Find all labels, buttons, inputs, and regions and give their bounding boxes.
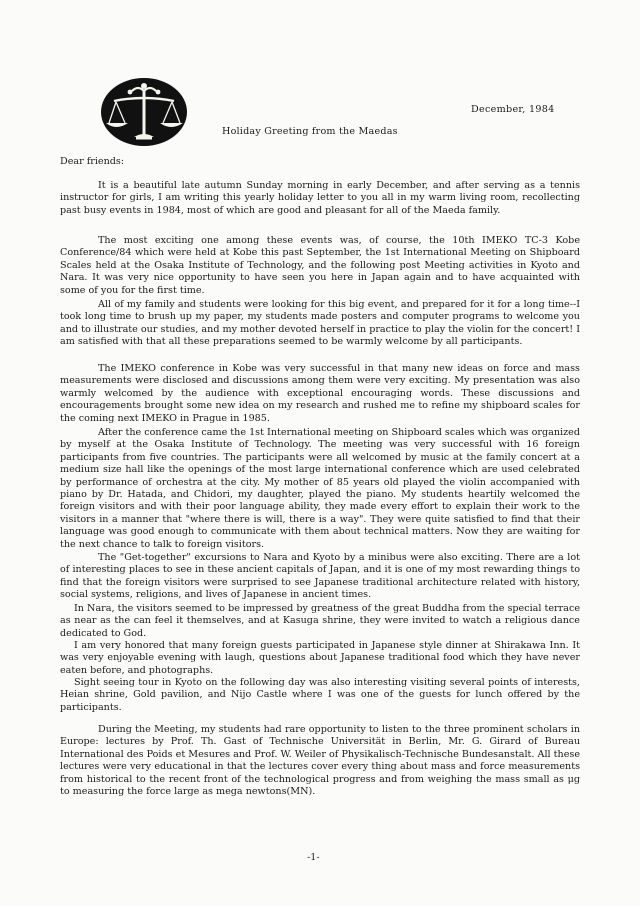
paragraph-intro: It is a beautiful late autumn Sunday morning in early December, and after serving as a tennis instructor for girls, I am writing this yearly holiday letter to you all in my warm living room, recollecting past busy events in 1984, most of which are good and pleasant for all of the Maeda family. [60,180,580,216]
letter-title: Holiday Greeting from the Maedas [222,126,398,137]
salutation: Dear friends: [60,156,125,167]
letter-date: December, 1984 [471,104,555,115]
paragraph-preparations: All of my family and students were looking for this big event, and prepared for it for a long time--I took long time to brush up my paper, my students made posters and computer programs to welcome you and to illustrate our studies, and my mother devoted herself in practice to play the violin for the concert! I am satisfied with that all these preparations seemed to be warmly welcome by all participants. [60,299,580,348]
paragraph-shipboard-meeting: After the conference came the 1st International meeting on Shipboard scales which was organized by myself at the Osaka Institute of Technology. The meeting was very successful with 16 foreign participants from five countries. The participants were all welcomed by music at the family concert at a medium size hall like the openings of the most large international conference which are used celebrated by performance of orchestra at the city. My mother of 85 years old played the violin accompanied with piano by Dr. Hatada, and Chidori, my daughter, played the piano. My students heartily welcomed the foreign visitors and with their poor language ability, they made every effort to explain their work to the visitors in a manner that "where there is will, there is a way". They were quite satisfied to find that their language was good enough to communicate with them about technical matters. Now they are waiting for the next chance to talk to foreign visitors. [60,427,580,550]
paragraph-dinner: I am very honored that many foreign guests participated in Japanese style dinner at Shirakawa Inn. It was very enjoyable evening with laugh, questions about Japanese traditional food which they have never eaten before, and photographs. [60,640,580,676]
balance-scales-emblem-icon [100,77,188,147]
page-number: -1- [307,852,320,863]
paragraph-excursions: The "Get-together" excursions to Nara and Kyoto by a minibus were also exciting. There are a lot of interesting places to see in these ancient capitals of Japan, and it is one of my most rewarding things to find that the foreign visitors were surprised to see Japanese traditional architecture related with history, social systems, religions, and lives of Japanese in ancient times. [60,552,580,601]
paragraph-nara: In Nara, the visitors seemed to be impressed by greatness of the great Buddha from the special terrace as near as the can feel it themselves, and at Kasuga shrine, they were invited to watch a religious dance dedicated to God. [60,603,580,639]
paragraph-events: The most exciting one among these events was, of course, the 10th IMEKO TC-3 Kobe Conference/84 which were held at Kobe this past September, the 1st International Meeting on Shipboard Scales held at the Osaka Institute of Technology, and the following post Meeting activities in Kyoto and Nara. It was very nice opportunity to have seen you here in Japan again and to have acquainted with some of you for the first time. [60,235,580,296]
paragraph-imeko-conference: The IMEKO conference in Kobe was very successful in that many new ideas on force and mass measurements were disclosed and discussions among them were very exciting. My presentation was also warmly welcomed by the audience with exceptional encouraging words. These discussions and encouragements brought some new idea on my research and rushed me to refine my shipboard scales for the coming next IMEKO in Prague in 1985. [60,363,580,424]
paragraph-lectures: During the Meeting, my students had rare opportunity to listen to the three prominent scholars in Europe: lectures by Prof. Th. Gast of Technische Universität in Berlin, Mr. G. Girard of Bureau International des Poids et Mesures and Prof. W. Weiler of Physikalisch-Technische Bundesanstalt. All these lectures were very educational in that the lectures cover every thing about mass and force measurements from historical to the recent front of the technological progress and from weighing the mass small as μg to measuring the force large as mega newtons(MN). [60,724,580,798]
paragraph-kyoto-tour: Sight seeing tour in Kyoto on the following day was also interesting visiting several points of interests, Heian shrine, Gold pavilion, and Nijo Castle where I was one of the guests for lunch offered by the participants. [60,677,580,713]
